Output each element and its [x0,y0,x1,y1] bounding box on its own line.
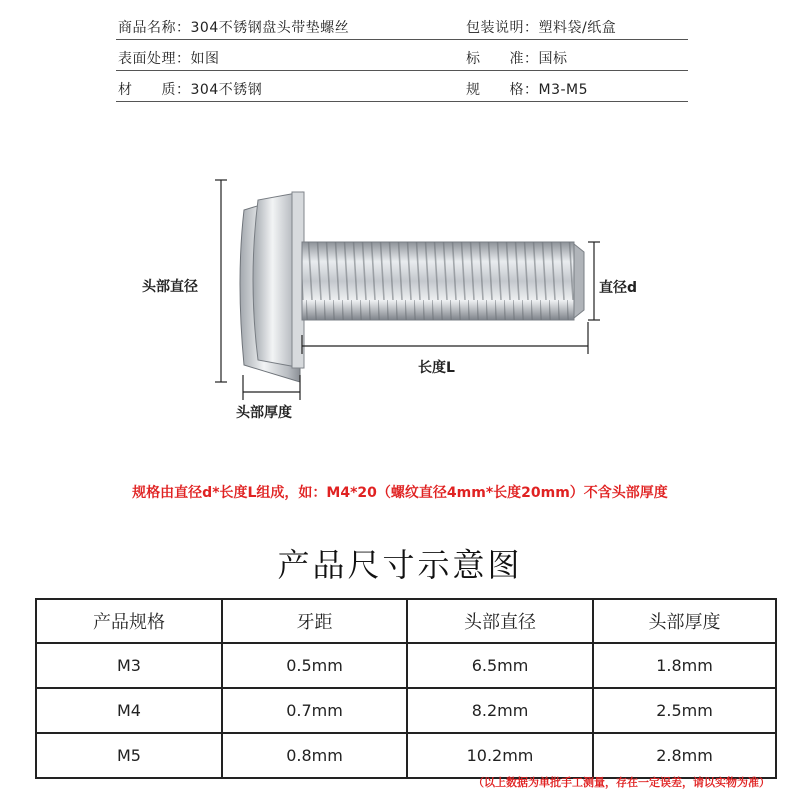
length-l-label: 长度L [418,360,455,376]
table-cell: M5 [36,733,222,778]
diameter-d-label: 直径d [599,280,638,296]
table-header: 头部厚度 [593,599,776,643]
table-cell: 8.2mm [407,688,593,733]
spec-material: 材 质：304不锈钢 [118,82,263,98]
table-cell: 0.7mm [222,688,407,733]
table-cell: 6.5mm [407,643,593,688]
spec-note: 规格由直径d*长度L组成，如：M4*20（螺纹直径4mm*长度20mm）不含头部厚度 [132,485,668,501]
spec-size: 规 格：M3-M5 [466,82,589,98]
table-header: 头部直径 [407,599,593,643]
table-header-row [36,599,776,643]
table-cell: M4 [36,688,222,733]
spec-packaging: 包装说明：塑料袋/纸盒 [466,20,617,36]
section-title: 产品尺寸示意图 [277,546,523,584]
table-cell: 2.8mm [593,733,776,778]
table-row [36,688,776,733]
table-row [36,733,776,778]
head-thickness-label: 头部厚度 [236,405,292,421]
table-header: 牙距 [222,599,407,643]
table-row [36,643,776,688]
spec-standard: 标 准：国标 [466,51,568,67]
dimensions-table [35,598,777,779]
table-cell: 2.5mm [593,688,776,733]
spec-product-name: 商品名称：304不锈钢盘头带垫螺丝 [118,20,350,36]
footnote: （以上数据为单批手工测量，存在一定误差，请以实物为准） [473,776,770,789]
table-cell: 0.8mm [222,733,407,778]
head-diameter-label: 头部直径 [142,279,198,295]
table-cell: 0.5mm [222,643,407,688]
table-cell: 10.2mm [407,733,593,778]
table-header: 产品规格 [36,599,222,643]
spec-surface: 表面处理：如图 [118,51,220,67]
table-cell: M3 [36,643,222,688]
table-cell: 1.8mm [593,643,776,688]
